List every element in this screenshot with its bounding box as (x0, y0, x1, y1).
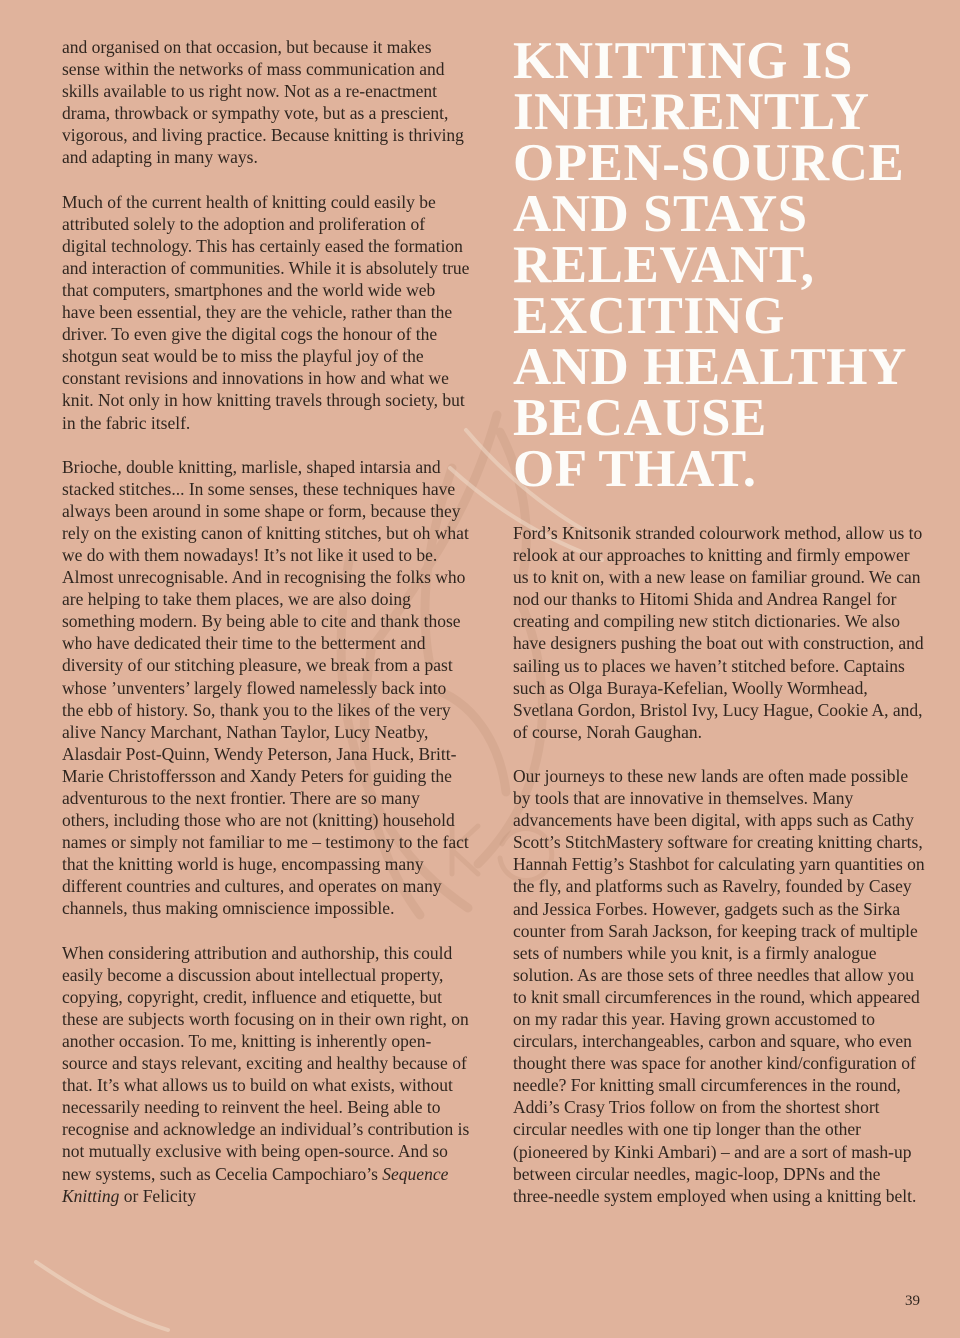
article-body (62, 32, 925, 1207)
body-paragraph: Our journeys to these new lands are often made possible by tools that are innovative in themselves. Many advancements have been digital, with apps such as Cathy Scott’s StitchMastery software for creating knitting charts, Hannah Fettig’s Stashbot for calculating yarn quantities on the fly, and platforms such as Ravelry, founded by Casey and Jessica Forbes. However, gadgets such as the Sirka counter from Sarah Jackson, for keeping track of multiple sets of numbers while you knit, is a firmly analogue solution. As are those sets of three needles that allow you to knit small circumferences in the round, which appeared on my radar this year. Having grown accustomed to circulars, interchangeables, carbon and square, who even thought there was space for another kind/configuration of needle? For knitting small circumferences in the round, Addi’s Crasy Trios follow on from the shortest short circular needles with one tip longer than the other (pioneered by Kinki Ambari) – and are a sort of mash-up between circular needles, magic-loop, DPNs and the three-needle system employed when using a knitting belt. (513, 765, 925, 1206)
page-number: 39 (905, 1293, 920, 1309)
pull-quote (513, 32, 925, 498)
body-paragraph: Brioche, double knitting, marlisle, shaped intarsia and stacked stitches... In some senses, these techniques have always been around in some shape or form, because they rely on the existing canon of knitting stitches, but oh what we do with them nowadays! It’s not like it used to be. Almost unrecognisable. And in recognising the folks who are helping to take them places, we are also doing something modern. By being able to cite and thank those who have dedicated their time to the betterment and diversity of our stitching pleasure, we break from a past whose ’unventers’ largely flowed namelessly back into the ebb of history. So, thank you to the likes of the very alive Nancy Marchant, Nathan Taylor, Lucy Neatby, Alasdair Post-Quinn, Wendy Peterson, Jana Huck, Britt-Marie Christoffersson and Xandy Peters for guiding the adventurous to the next frontier. There are so many others, including those who are not (knitting) household names or simply not familiar to me – testimony to the fact that the knitting world is huge, encompassing many different countries and cultures, and operates on many channels, thus making omniscience impossible. (62, 456, 469, 919)
body-text-segment: or Felicity (119, 1185, 197, 1206)
pull-quote-line: OPEN-SOURCE (513, 134, 905, 192)
pull-quote-line: BECAUSE (513, 389, 767, 447)
pull-quote-line: KNITTING IS (513, 32, 853, 90)
left-column (62, 36, 470, 1207)
pull-quote-line: OF THAT. (513, 440, 757, 498)
body-paragraph: Ford’s Knitsonik stranded colourwork method, allow us to relook at our approaches to knitting and firmly empower us to knit on, with a new lease on familiar ground. We can nod our thanks to Hitomi Shida and Andrea Rangel for creating and compiling new stitch dictionaries. We also have designers pushing the boat out with construction, and sailing us to places we haven’t stitched before. Captains such as Olga Buraya-Kefelian, Woolly Wormhead, Svetlana Gordon, Bristol Ivy, Lucy Hague, Cookie A, and, of course, Norah Gaughan. (513, 523, 924, 742)
pull-quote-line: AND HEALTHY (513, 338, 907, 396)
body-paragraph (62, 942, 470, 1207)
pull-quote-line: EXCITING (513, 287, 786, 345)
body-paragraph: and organised on that occasion, but because it makes sense within the networks of mass communication and skills available to us right now. Not as a re-enactment drama, throwback or sympathy vote, but as a prescient, vigorous, and living practice. Because knitting is thriving and adapting in many ways. (62, 37, 464, 168)
italic-book-title: Sequence Knitting (62, 1163, 449, 1206)
pull-quote-line: INHERENTLY (513, 83, 870, 141)
body-text-segment: When considering attribution and authorship, this could easily become a discussion about intellectual property, copying, copyright, credit, influence and etiquette, but these are subjects worth focusing on in their own right, on another occasion. To me, knitting is inherently open-source and stays relevant, exciting and healthy because of that. It’s what allows us to build on what exists, without necessarily needing to reinvent the heel. Being able to recognise and acknowledge an individual’s contribution is not mutually exclusive with being open-source. And so new systems, such as Cecelia Campochiaro’s (62, 942, 470, 1184)
right-column (513, 32, 925, 1207)
pull-quote-line: AND STAYS (513, 185, 808, 243)
pull-quote-line: RELEVANT, (513, 236, 815, 294)
body-paragraph: Much of the current health of knitting could easily be attributed solely to the adoption and proliferation of digital technology. This has certainly eased the formation and interaction of communities. While it is absolutely true that computers, smartphones and the world wide web have been essential, they are the vehicle, rather than the driver. To even give the digital cogs the honour of the shotgun seat would be to miss the playful joy of the constant revisions and innovations in how and what we knit. Not only in how knitting travels through society, but in the fabric itself. (62, 191, 470, 433)
